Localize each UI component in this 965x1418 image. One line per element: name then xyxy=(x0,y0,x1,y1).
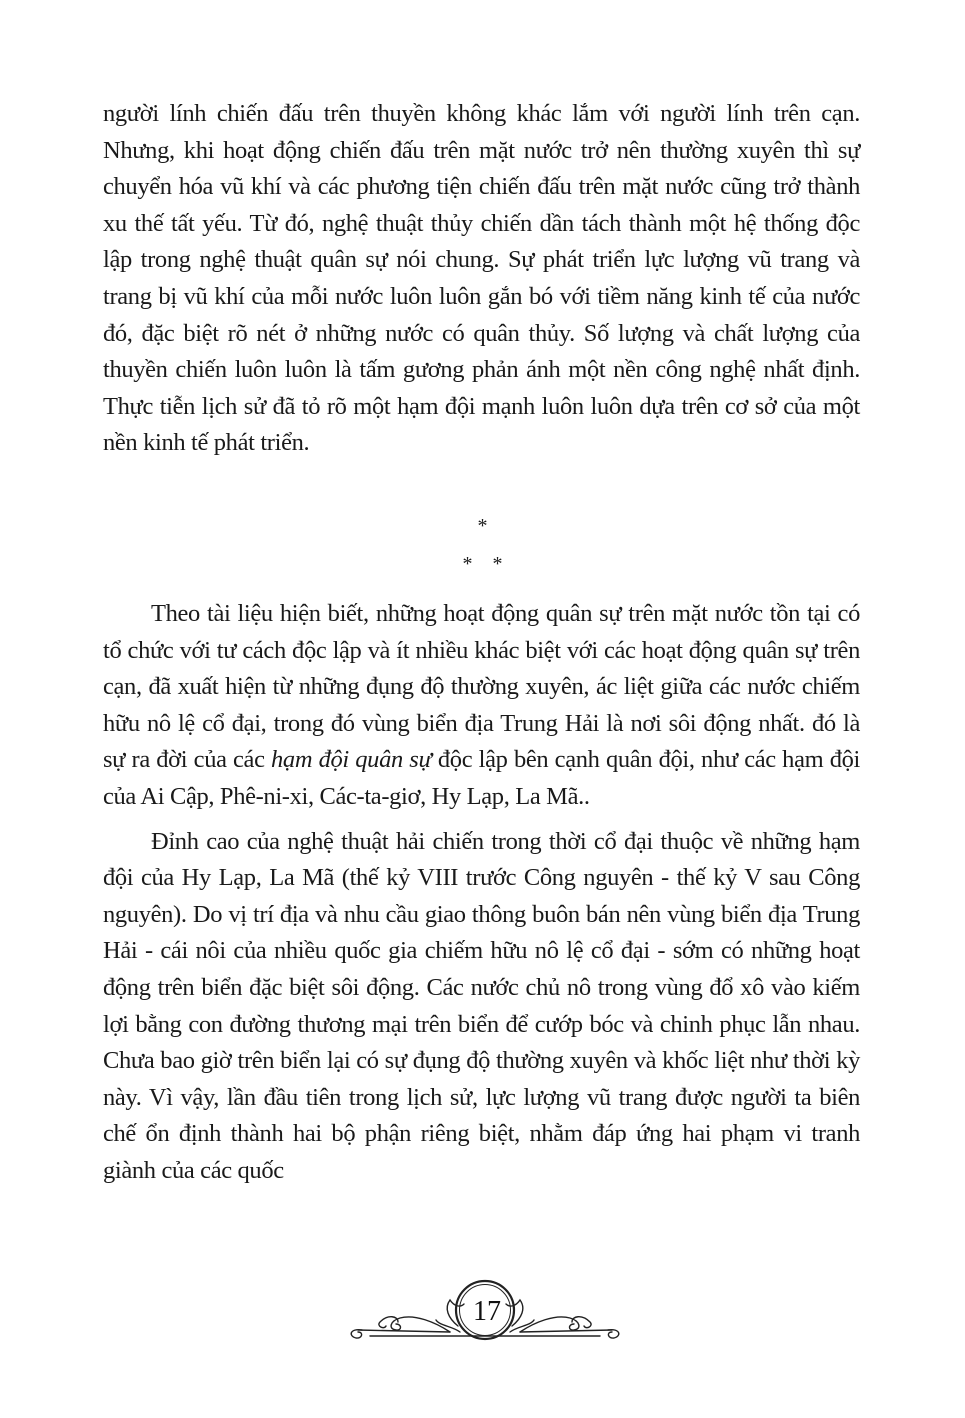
page-footer xyxy=(340,1274,630,1350)
section-separator-bottom xyxy=(0,554,965,574)
page-body-top xyxy=(103,96,860,462)
paragraph-naval-peak: Đỉnh cao của nghệ thuật hải chiến trong thời cổ đại thuộc về những hạm đội của Hy Lạp, La Mã (thế kỷ VIII trước Công nguyên - thế kỷ V sau Công nguyên). Do vị trí địa và nhu cầu giao thông buôn bán nên vùng biển địa Trung Hải - cái nôi của nhiều quốc gia chiếm hữu nô lệ cổ đại - sớm có những hoạt động trên biển đặc biệt sôi động. Các nước chủ nô trong vùng đổ xô vào kiếm lợi bằng con đường thương mại trên biển để cướp bóc và chinh phục lẫn nhau. Chưa bao giờ trên biển lại có sự đụng độ thường xuyên và khốc liệt như thời kỳ này. Vì vậy, lần đầu tiên trong lịch sử, lực lượng vũ trang được người ta biên chế ổn định thành hai bộ phận riêng biệt, nhằm đáp ứng hai phạm vi tranh giành của các quốc xyxy=(103,827,860,1184)
page-number: 17 xyxy=(473,1296,501,1327)
section-separator-top xyxy=(0,516,965,536)
separator-asterisk: * xyxy=(492,553,503,575)
separator-asterisk: * xyxy=(462,553,473,575)
paragraph-ancient-fleets xyxy=(103,596,860,816)
paragraph-continuation: người lính chiến đấu trên thuyền không khác lắm với người lính trên cạn. Nhưng, khi hoạt động chiến đấu trên mặt nước trở nên thường xuyên thì sự chuyển hóa vũ khí và các phương tiện chiến đấu trên mặt nước cũng trở thành xu thế tất yếu. Từ đó, nghệ thuật thủy chiến dần tách thành một hệ thống độc lập trong nghệ thuật quân sự nói chung. Sự phát triển lực lượng vũ trang và trang bị vũ khí của mỗi nước luôn luôn gắn bó với tiềm năng kinh tế của nước đó, đặc biệt rõ nét ở những nước có quân thủy. Số lượng và chất lượng của thuyền chiến luôn luôn là tấm gương phản ánh một nền công nghệ nhất định. Thực tiễn lịch sử đã tỏ rõ một hạm đội mạnh luôn luôn dựa trên cơ sở của một nền kinh tế phát triển. xyxy=(103,100,860,457)
page-body-bottom xyxy=(103,596,860,1190)
paragraph-text: độc lập bên cạnh quân đội, như các hạm đội của Ai Cập, Phê-ni-xi, Các-ta-giơ, Hy Lạp, La Mã.. xyxy=(103,746,860,810)
emphasis-text: hạm đội quân sự xyxy=(271,746,432,774)
paragraph-text: Theo tài liệu hiện biết, những hoạt động quân sự trên mặt nước tồn tại có tổ chức với tư cách độc lập và ít nhiều khác biệt với các hoạt động quân sự trên cạn, đã xuất hiện từ những đụng độ thường xuyên, ác liệt giữa các nước chiếm hữu nô lệ cổ đại, trong đó vùng biển địa Trung Hải là nơi sôi động nhất. đó là sự ra đời của các xyxy=(103,600,860,774)
separator-asterisk: * xyxy=(477,515,488,537)
